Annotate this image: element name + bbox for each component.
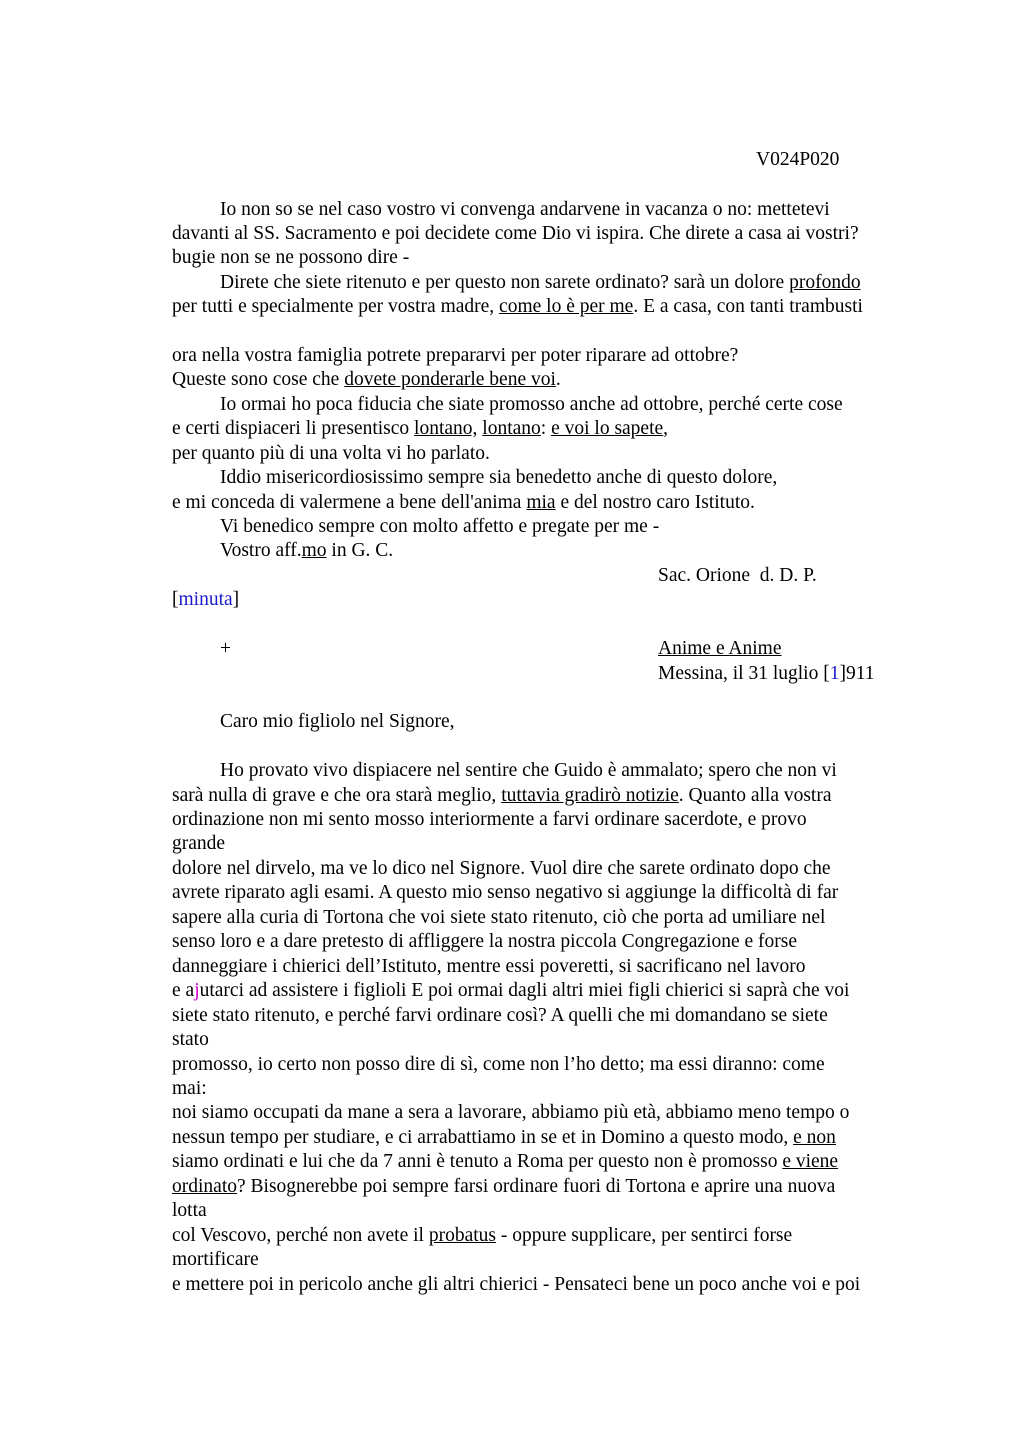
underlined-text: profondo (789, 272, 861, 293)
bracket: [ (172, 589, 179, 610)
text-line: Io ormai ho poca fiducia che siate promosso anche ad ottobre, perché certe cose (220, 394, 843, 415)
text-line (172, 295, 863, 319)
underlined-text: come lo è per me (499, 296, 634, 317)
text-run: Direte che siete ritenuto e per questo non sarete ordinato? sarà un dolore (220, 272, 790, 293)
text-run: e mi conceda di valermene a bene dell'anima (172, 492, 527, 513)
text-line (172, 1175, 835, 1199)
text-run: utarci ad assistere i figlioli E poi ormai dagli altri miei figli chierici si saprà che voi (199, 980, 850, 1001)
text-run: , (663, 418, 669, 439)
text-line: ordinazione non mi sento mosso interiormente a farvi ordinare sacerdote, e provo (172, 809, 807, 830)
text-line: ora nella vostra famiglia potrete prepararvi per poter riparare ad ottobre? (172, 345, 739, 366)
text-run: per tutti e specialmente per vostra madre, (172, 296, 500, 317)
editorial-digit: 1 (829, 663, 840, 684)
text-line: e mettere poi in pericolo anche gli altri chierici - Pensateci bene un poco anche voi e poi (172, 1274, 861, 1295)
text-run: Messina, il 31 luglio [ (658, 663, 830, 684)
underlined-text: e voi lo sapete (551, 418, 664, 439)
text-run: sarà nulla di grave e che ora starà meglio, (172, 785, 502, 806)
bracket: ] (232, 589, 240, 610)
signature: Sac. Orione d. D. P. (658, 565, 817, 586)
text-run: e certi dispiaceri li presentisco (172, 418, 415, 439)
text-run: Vostro aff. (220, 540, 302, 561)
text-line: danneggiare i chierici dell’Istituto, mentre essi poveretti, si sacrificano nel lavoro (172, 956, 806, 977)
text-line (172, 1150, 838, 1174)
text-line: dolore nel dirvelo, ma ve lo dico nel Signore. Vuol dire che sarete ordinato dopo che (172, 858, 831, 879)
underlined-text: lontano (482, 418, 541, 439)
text-line: noi siamo occupati da mane a sera a lavorare, abbiamo più età, abbiamo meno tempo o (172, 1102, 850, 1123)
text-line (172, 1126, 836, 1150)
text-run: Queste sono cose che (172, 369, 345, 390)
text-line: per quanto più di una volta vi ho parlato. (172, 443, 490, 464)
text-line: mai: (172, 1078, 207, 1099)
text-line: Ho provato vivo dispiacere nel sentire che Guido è ammalato; spero che non vi (220, 760, 837, 781)
greeting: Caro mio figliolo nel Signore, (220, 711, 455, 732)
text-run: ? Bisognerebbe poi sempre farsi ordinare fuori di Tortona e aprire una nuova (236, 1176, 836, 1197)
text-line (172, 417, 668, 441)
text-line: Io non so se nel caso vostro vi convenga andarvene in vacanza o no: mettetevi (220, 199, 830, 220)
text-run: . E a casa, con tanti trambusti (633, 296, 863, 317)
underlined-text: probatus (428, 1225, 496, 1246)
underlined-text: e non (793, 1127, 836, 1148)
text-line (220, 271, 861, 295)
text-line (172, 784, 832, 808)
text-line: promosso, io certo non posso dire di sì, come non l’ho detto; ma essi diranno: come (172, 1054, 825, 1075)
motto: Anime e Anime (658, 638, 782, 659)
text-line: lotta (172, 1200, 207, 1221)
text-run: e del nostro caro Istituto. (555, 492, 755, 513)
highlighted-letter: j (194, 980, 200, 1001)
underlined-text: lontano, (414, 418, 478, 439)
text-line (172, 1224, 792, 1248)
underlined-text: tuttavia gradirò notizie (501, 785, 679, 806)
text-run: - oppure supplicare, per sentirci forse (496, 1225, 793, 1246)
text-run: . Quanto alla vostra (678, 785, 832, 806)
minuta-label: minuta (178, 589, 233, 610)
text-line: mortificare (172, 1249, 259, 1270)
text-line (220, 539, 393, 563)
text-line: grande (172, 833, 226, 854)
text-run: nessun tempo per studiare, e ci arrabattiamo in se et in Domino a questo modo, (172, 1127, 794, 1148)
text-run: . (555, 369, 561, 390)
editorial-note (172, 588, 239, 612)
underlined-text: mia (526, 492, 556, 513)
text-line: Vi benedico sempre con molto affetto e pregate per me - (220, 516, 660, 537)
underlined-text: mo (301, 540, 327, 561)
text-run: e a (172, 980, 195, 1001)
text-line: siete stato ritenuto, e perché farvi ordinare così? A quelli che mi domandano se siete (172, 1005, 828, 1026)
document-code: V024P020 (756, 149, 840, 170)
text-line: senso loro e a dare pretesto di affliggere la nostra piccola Congregazione e forse (172, 931, 798, 952)
text-line: bugie non se ne possono dire - (172, 247, 410, 268)
text-run: in G. C. (326, 540, 394, 561)
text-line (172, 979, 849, 1003)
text-run: siamo ordinati e lui che da 7 anni è tenuto a Roma per questo non è promosso (172, 1151, 783, 1172)
underlined-text: e viene (782, 1151, 839, 1172)
text-run: col Vescovo, perché non avete il (172, 1225, 429, 1246)
text-line: sapere alla curia di Tortona che voi siete stato ritenuto, ciò che porta ad umiliare nel (172, 907, 826, 928)
text-run: : (540, 418, 552, 439)
date-line (658, 662, 874, 686)
text-run: ]911 (839, 663, 875, 684)
cross-symbol: + (220, 638, 231, 659)
text-line: Iddio misericordiosissimo sempre sia benedetto anche di questo dolore, (220, 467, 778, 488)
text-line (172, 491, 755, 515)
underlined-text: ordinato (172, 1176, 237, 1197)
underlined-text: dovete ponderarle bene voi (344, 369, 556, 390)
text-line: stato (172, 1029, 209, 1050)
text-line: davanti al SS. Sacramento e poi decidete come Dio vi ispira. Che direte a casa ai vostri? (172, 223, 859, 244)
text-line (172, 368, 561, 392)
text-line: avrete riparato agli esami. A questo mio senso negativo si aggiunge la difficoltà di far (172, 882, 839, 903)
